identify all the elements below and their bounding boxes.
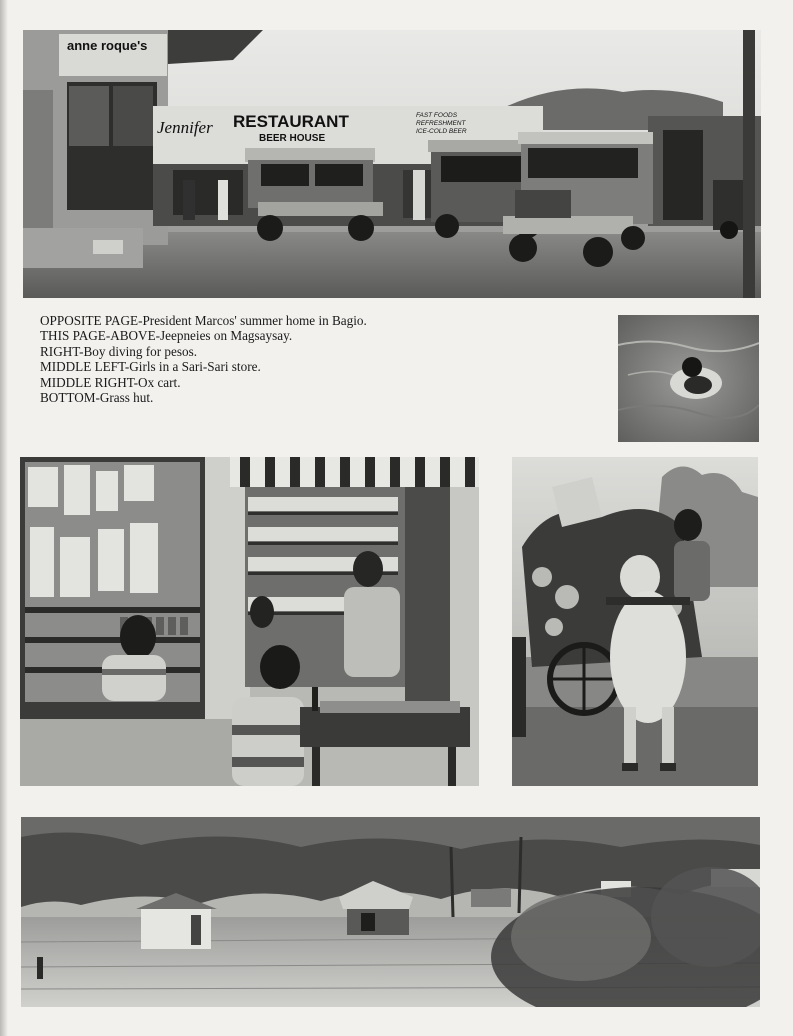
beer-house-sign: BEER HOUSE: [259, 133, 326, 144]
photo-ox-cart: [512, 457, 758, 786]
page-binding-shadow: [0, 0, 8, 1036]
photo-sari-sari-store: [20, 457, 479, 786]
store-sign: anne roque's: [67, 38, 148, 53]
caption-line: THIS PAGE-ABOVE-Jeepneies on Magsaysay.: [40, 328, 293, 344]
caption-line: MIDDLE LEFT-Girls in a Sari-Sari store.: [40, 359, 261, 375]
restaurant-name-sign: Jennifer: [157, 118, 213, 137]
photo-boy-diving: [618, 315, 759, 442]
menu-sign-3: ICE-COLD BEER: [416, 128, 467, 135]
caption-line: BOTTOM-Grass hut.: [40, 390, 154, 406]
restaurant-sign: RESTAURANT: [233, 112, 349, 131]
caption-block: [40, 313, 460, 405]
photo-grass-hut: [21, 817, 760, 1007]
menu-sign-1: FAST FOODS: [416, 112, 458, 119]
photo-jeepneys: [23, 30, 761, 298]
caption-line: RIGHT-Boy diving for pesos.: [40, 343, 198, 359]
menu-sign-2: REFRESHMENT: [416, 120, 466, 127]
caption-line: OPPOSITE PAGE-President Marcos' summer home in Bagio.: [40, 313, 367, 328]
caption-line: MIDDLE RIGHT-Ox cart.: [40, 374, 181, 390]
